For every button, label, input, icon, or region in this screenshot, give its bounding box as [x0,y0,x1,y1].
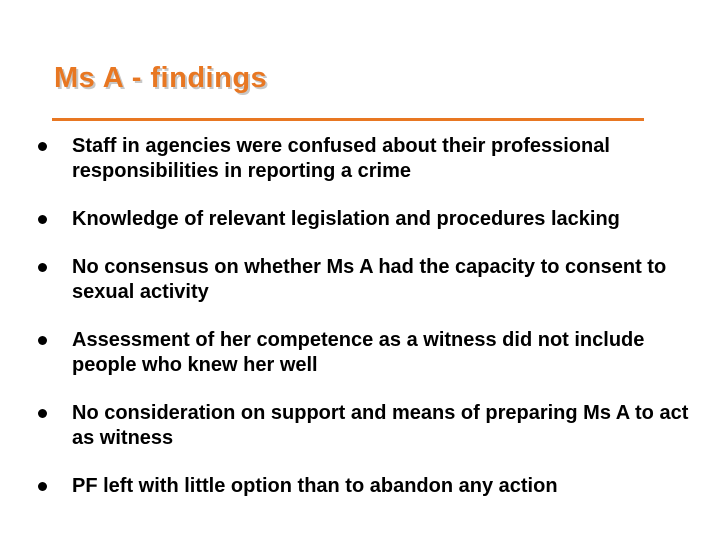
list-item [38,207,690,232]
bullet-text: No consensus on whether Ms A had the capacity to consent to sexual activity [72,256,667,303]
list-item [38,474,690,499]
bullet-text: Staff in agencies were confused about their professional responsibilities in reporting a crime [72,135,610,182]
bullet-text: PF left with little option than to abandon any action [72,475,558,497]
findings-list [38,134,690,522]
list-item [38,401,690,451]
list-item [38,134,690,184]
list-item [38,255,690,305]
slide-title: Ms A - findings [54,62,268,94]
bullet-text: Knowledge of relevant legislation and procedures lacking [72,208,620,230]
bullet-icon [38,263,47,272]
bullet-icon [38,482,47,491]
list-item [38,328,690,378]
bullet-text: Assessment of her competence as a witness did not include people who knew her well [72,329,645,376]
bullet-icon [38,142,47,151]
bullet-icon [38,336,47,345]
bullet-icon [38,409,47,418]
bullet-icon [38,215,47,224]
bullet-text: No consideration on support and means of preparing Ms A to act as witness [72,402,689,449]
title-underline [52,118,644,121]
